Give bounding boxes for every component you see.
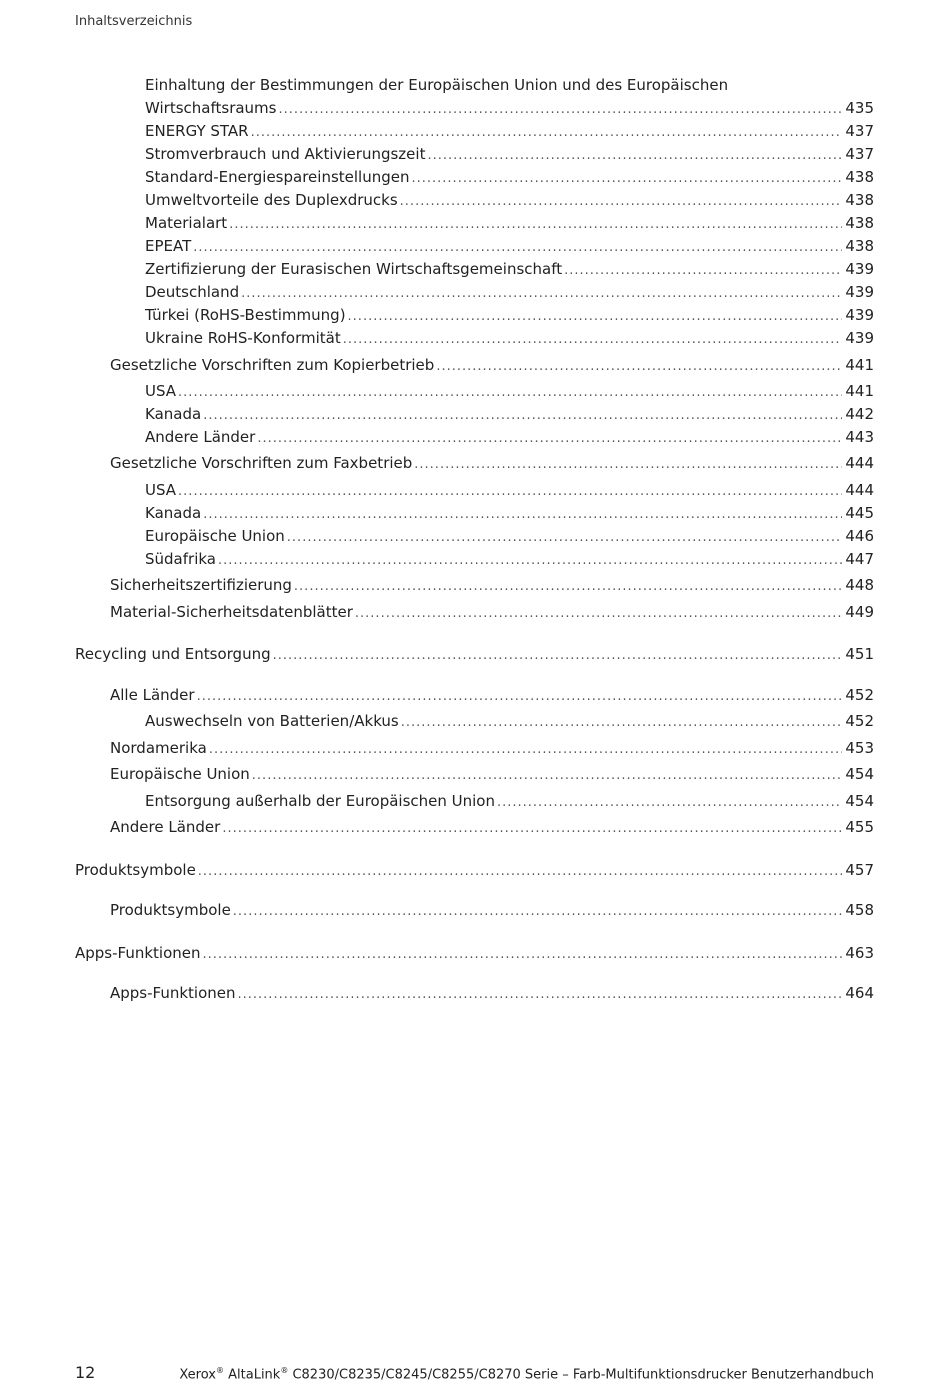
toc-entry-title: Recycling und Entsorgung xyxy=(75,645,271,663)
dot-leader xyxy=(436,357,842,377)
toc-page-number: 452 xyxy=(845,686,874,704)
toc-entry-title: Deutschland xyxy=(145,283,240,301)
dot-leader xyxy=(278,100,842,120)
footer-product: AltaLink xyxy=(224,1367,281,1383)
toc-entry-title-continued: Einhaltung der Bestimmungen der Europäischen Union und des Europäischen xyxy=(145,76,729,94)
dot-leader xyxy=(414,455,842,475)
toc-entry-title: Ukraine RoHS-Konformität xyxy=(145,329,341,347)
toc-entry[interactable] xyxy=(145,503,874,525)
dot-leader xyxy=(197,687,843,707)
toc-entry[interactable] xyxy=(145,144,874,166)
dot-leader xyxy=(229,215,842,235)
toc-entry[interactable] xyxy=(145,98,874,120)
toc-page-number: 458 xyxy=(845,901,874,919)
dot-leader xyxy=(412,169,843,189)
toc-page-number: 439 xyxy=(845,306,874,324)
dot-leader xyxy=(497,793,842,813)
toc-entry[interactable] xyxy=(145,427,874,449)
toc-page-number: 439 xyxy=(845,329,874,347)
toc-entry[interactable] xyxy=(110,900,874,922)
toc-entry-title: Andere Länder xyxy=(110,818,221,836)
toc-entry[interactable] xyxy=(110,355,874,377)
toc-entry-title: Kanada xyxy=(145,504,202,522)
toc-page-number: 447 xyxy=(845,550,874,568)
dot-leader xyxy=(273,646,843,666)
toc-entry-title: Auswechseln von Batterien/Akkus xyxy=(145,712,399,730)
toc-page-number: 457 xyxy=(845,861,874,879)
toc-page-number: 455 xyxy=(845,818,874,836)
footer-brand: Xerox xyxy=(179,1367,216,1383)
toc-entry[interactable] xyxy=(145,549,874,571)
toc-entry[interactable] xyxy=(145,305,874,327)
toc-page-number: 438 xyxy=(845,191,874,209)
dot-leader xyxy=(178,482,842,502)
toc-page-number: 453 xyxy=(845,739,874,757)
toc-entry-title: Gesetzliche Vorschriften zum Kopierbetrieb xyxy=(110,356,435,374)
toc-entry[interactable] xyxy=(145,404,874,426)
dot-leader xyxy=(233,902,843,922)
toc-entry[interactable] xyxy=(145,711,874,733)
toc-entry-title: Andere Länder xyxy=(145,428,256,446)
toc-page-number: 454 xyxy=(845,765,874,783)
toc-page-number: 441 xyxy=(845,356,874,374)
dot-leader xyxy=(401,713,843,733)
dot-leader xyxy=(178,383,842,403)
toc-page-number: 438 xyxy=(845,237,874,255)
dot-leader xyxy=(209,740,843,760)
toc-entry-title: ENERGY STAR xyxy=(145,122,249,140)
toc-entry-title: Wirtschaftsraums xyxy=(145,99,277,117)
dot-leader xyxy=(257,429,842,449)
toc-entry-title: Sicherheitszertifizierung xyxy=(110,576,292,594)
toc-entry-title: Materialart xyxy=(145,214,228,232)
dot-leader xyxy=(203,406,842,426)
toc-page-number: 444 xyxy=(845,454,874,472)
toc-entry-title: Europäische Union xyxy=(145,527,285,545)
dot-leader xyxy=(203,945,843,965)
toc-entry[interactable] xyxy=(145,236,874,258)
toc-entry[interactable] xyxy=(110,453,874,475)
toc-entry[interactable] xyxy=(110,817,874,839)
toc-entry-title: Europäische Union xyxy=(110,765,250,783)
toc-entry[interactable] xyxy=(110,738,874,760)
toc-entry[interactable] xyxy=(145,526,874,548)
toc-entry[interactable] xyxy=(145,791,874,813)
toc-page-number: 439 xyxy=(845,283,874,301)
toc-entry-title: Material-Sicherheitsdatenblätter xyxy=(110,603,353,621)
toc-entry-title: Zertifizierung der Eurasischen Wirtschaftsgemeinschaft xyxy=(145,260,563,278)
dot-leader xyxy=(343,330,843,350)
toc-entry-title: Türkei (RoHS-Bestimmung) xyxy=(145,306,346,324)
toc-entry-title: EPEAT xyxy=(145,237,192,255)
toc-entry[interactable] xyxy=(145,480,874,502)
toc-page-number: 435 xyxy=(845,99,874,117)
dot-leader xyxy=(427,146,842,166)
toc-entry[interactable] xyxy=(145,167,874,189)
registered-mark: ® xyxy=(216,1366,224,1375)
toc-entry-title: Umweltvorteile des Duplexdrucks xyxy=(145,191,398,209)
toc-page-number: 444 xyxy=(845,481,874,499)
toc-page-number: 437 xyxy=(845,122,874,140)
dot-leader xyxy=(241,284,842,304)
toc-entry-title: Alle Länder xyxy=(110,686,195,704)
toc-entry[interactable] xyxy=(145,121,874,143)
toc-entry-title: Entsorgung außerhalb der Europäischen Union xyxy=(145,792,495,810)
toc-page-number: 464 xyxy=(845,984,874,1002)
dot-leader xyxy=(251,123,843,143)
toc-entry[interactable] xyxy=(145,381,874,403)
toc-entry-title: Apps-Funktionen xyxy=(75,944,201,962)
dot-leader xyxy=(218,551,842,571)
toc-entry-title: Standard-Energiespareinstellungen xyxy=(145,168,410,186)
toc-entry[interactable] xyxy=(110,575,874,597)
toc-entry[interactable] xyxy=(110,602,874,624)
toc-entry-title: Gesetzliche Vorschriften zum Faxbetrieb xyxy=(110,454,413,472)
toc-entry[interactable] xyxy=(145,190,874,212)
toc-page-number: 442 xyxy=(845,405,874,423)
toc-page-number: 445 xyxy=(845,504,874,522)
toc-entry-title: Apps-Funktionen xyxy=(110,984,236,1002)
dot-leader xyxy=(355,604,842,624)
running-footer xyxy=(179,1366,874,1382)
toc-page-number: 438 xyxy=(845,214,874,232)
toc-page-number: 451 xyxy=(845,645,874,663)
toc-entry-title: USA xyxy=(145,382,177,400)
toc-entry[interactable] xyxy=(145,328,874,350)
toc-entry[interactable] xyxy=(110,685,874,707)
toc-page-number: 449 xyxy=(845,603,874,621)
toc-entry-title: Stromverbrauch und Aktivierungszeit xyxy=(145,145,426,163)
running-header: Inhaltsverzeichnis xyxy=(75,14,193,29)
toc-page-number: 448 xyxy=(845,576,874,594)
toc-entry[interactable] xyxy=(110,983,874,1005)
dot-leader xyxy=(198,862,843,882)
dot-leader xyxy=(287,528,843,548)
toc-entry[interactable] xyxy=(75,644,874,666)
toc-entry-title: Nordamerika xyxy=(110,739,207,757)
footer-description: C8230/C8235/C8245/C8255/C8270 Serie – Farb-Multifunktionsdrucker Benutzerhandbuch xyxy=(288,1367,874,1383)
dot-leader xyxy=(348,307,843,327)
toc-entry[interactable] xyxy=(145,259,874,281)
dot-leader xyxy=(252,766,843,786)
toc-entry[interactable] xyxy=(75,943,874,965)
toc-page-number: 443 xyxy=(845,428,874,446)
toc-page-number: 439 xyxy=(845,260,874,278)
registered-mark: ® xyxy=(280,1366,289,1375)
toc-entry[interactable] xyxy=(145,282,874,304)
toc-entry-title: Produktsymbole xyxy=(75,861,196,879)
toc-entry[interactable] xyxy=(110,764,874,786)
toc-page-number: 454 xyxy=(845,792,874,810)
toc-entry[interactable] xyxy=(75,860,874,882)
dot-leader xyxy=(400,192,843,212)
dot-leader xyxy=(564,261,842,281)
toc-page-number: 452 xyxy=(845,712,874,730)
toc-entry-title: Kanada xyxy=(145,405,202,423)
toc-page-number: 446 xyxy=(845,527,874,545)
toc-page-number: 437 xyxy=(845,145,874,163)
dot-leader xyxy=(222,819,842,839)
toc-entry-title: USA xyxy=(145,481,177,499)
dot-leader xyxy=(238,985,843,1005)
toc-entry-title: Produktsymbole xyxy=(110,901,231,919)
toc-page-number: 463 xyxy=(845,944,874,962)
dot-leader xyxy=(294,577,842,597)
page-number: 12 xyxy=(75,1363,96,1382)
toc-entry-title: Südafrika xyxy=(145,550,216,568)
toc-page-number: 441 xyxy=(845,382,874,400)
dot-leader xyxy=(193,238,842,258)
toc-page-number: 438 xyxy=(845,168,874,186)
toc-entry[interactable] xyxy=(145,213,874,235)
dot-leader xyxy=(203,505,842,525)
